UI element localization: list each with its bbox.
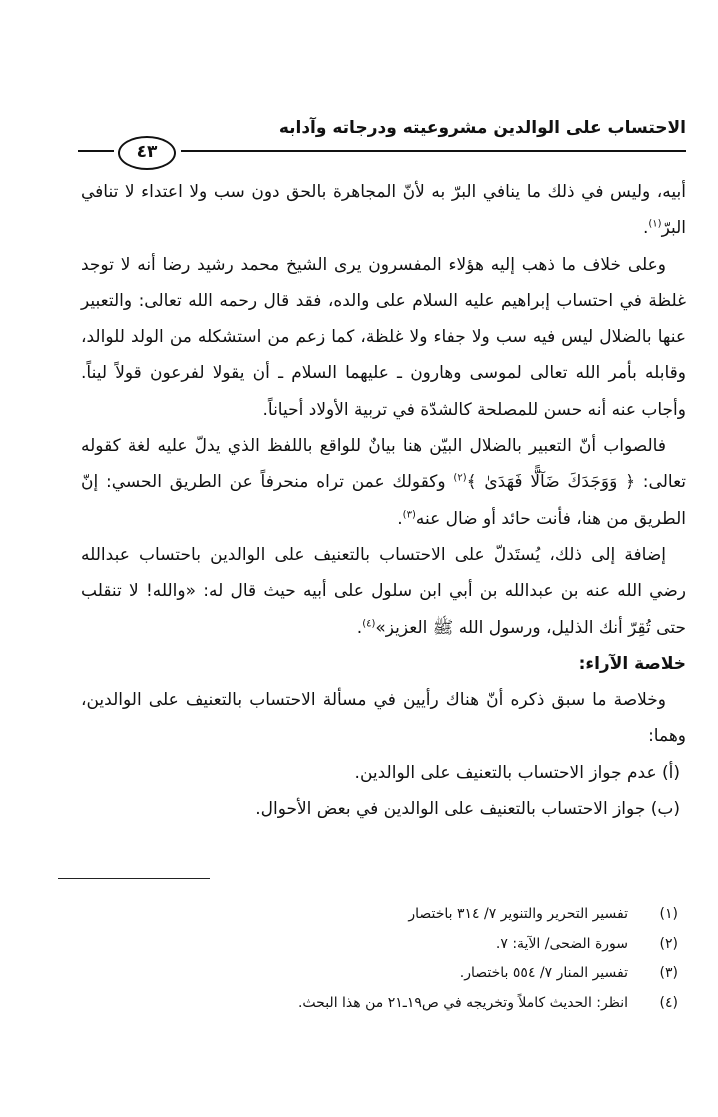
paragraph-3	[81, 428, 686, 537]
footnote-2	[78, 930, 678, 960]
paragraph-1	[81, 174, 686, 247]
footnote-number: (٣)	[659, 965, 678, 981]
footnote-3	[78, 959, 678, 989]
footnote-ref-1: (١)	[648, 218, 662, 230]
header-rule	[181, 150, 686, 152]
paragraph-4	[81, 537, 686, 646]
section-heading: خلاصة الآراء:	[578, 653, 686, 674]
paragraph-4-end: .	[356, 617, 363, 638]
paragraph-1-text: أبيه، وليس في ذلك ما ينافي البرّ به لأنّ المجاهرة بالحق دون سب ولا اعتداء لا تنافي البرّ	[81, 182, 686, 239]
footnote-ref-3: (٣)	[402, 509, 416, 521]
footnote-text: سورة الضحى/ الآية: ٧.	[495, 935, 628, 952]
footnote-number: (٤)	[659, 994, 678, 1011]
running-title: الاحتساب على الوالدين مشروعيته ودرجاته وآدابه	[278, 118, 686, 138]
footnote-ref-2: (٢)	[453, 472, 467, 484]
paragraph-3-text-b: وكقولك عمن تراه منحرفاً عن الطريق الحسي: إنّ الطريق من هنا، فأنت حائد أو ضال عنه	[81, 472, 686, 529]
paragraph-1-end: .	[642, 218, 649, 239]
footnote-text: تفسير المنار ٧/ ٥٥٤ باختصار.	[459, 965, 628, 981]
footnote-ref-4: (٤)	[362, 617, 376, 629]
paragraph-5: وخلاصة ما سبق ذكره أنّ هناك رأيين في مسألة الاحتساب بالتعنيف على الوالدين، وهما:	[81, 690, 686, 747]
main-text	[81, 174, 686, 827]
option-b: (ب) جواز الاحتساب بالتعنيف على الوالدين في بعض الأحوال.	[255, 799, 680, 820]
header-rule-left	[78, 150, 114, 152]
paragraph-2: وعلى خلاف ما ذهب إليه هؤلاء المفسرون يرى الشيخ محمد رشيد رضا أنه لا توجد غلظة في احتساب إبراهيم عليه السلام على والده، فقد قال رحمه الله تعالى: والتعبير عنها بالضلال ليس فيه سب ولا جفاء ولا غلظة، كما زعم من استشكله من الولد للوالد، وقابله بأمر الله تعالى لموسى وهارون ـ عليهما السلام ـ أن يقولا لفرعون قولاً ليناً. وأجاب عنه أنه حسن للمصلحة كالشدّة في تربية الأولاد أحياناً.	[81, 254, 686, 420]
paragraph-3-end: .	[397, 508, 403, 529]
option-a: (أ) عدم جواز الاحتساب بالتعنيف على الوالدين.	[354, 762, 680, 783]
footnote-separator	[58, 878, 210, 879]
footnote-4	[78, 989, 678, 1019]
footnotes	[78, 900, 678, 1018]
footnote-1	[78, 900, 678, 930]
footnote-number: (١)	[659, 906, 678, 922]
paragraph-4-text: إضافة إلى ذلك، يُستَدلّ على الاحتساب بالتعنيف على الوالدين باحتساب عبدالله رضي الله عنه بن عبدالله بن أبي ابن سلول على أبيه حيث قال له: «والله! لا تنقلب حتى تُقِرّ أنك الذليل، ورسول الله ﷺ العزيز»	[81, 544, 686, 638]
footnote-text: تفسير التحرير والتنوير ٧/ ٣١٤ باختصار	[408, 906, 628, 922]
page-number: ٤٣	[118, 136, 176, 170]
paragraph-3-text-a: فالصواب أنّ التعبير بالضلال البيّن هنا بيانٌ للواقع باللفظ الذي يدلّ عليه لغة كقوله تعالى: ﴿ وَوَجَدَكَ ضَآلًّا فَهَدَىٰ ﴾	[81, 436, 686, 493]
footnote-text: انظر: الحديث كاملاً وتخريجه في ص١٩ـ٢١ من هذا البحث.	[297, 994, 628, 1011]
footnote-number: (٢)	[659, 935, 678, 952]
